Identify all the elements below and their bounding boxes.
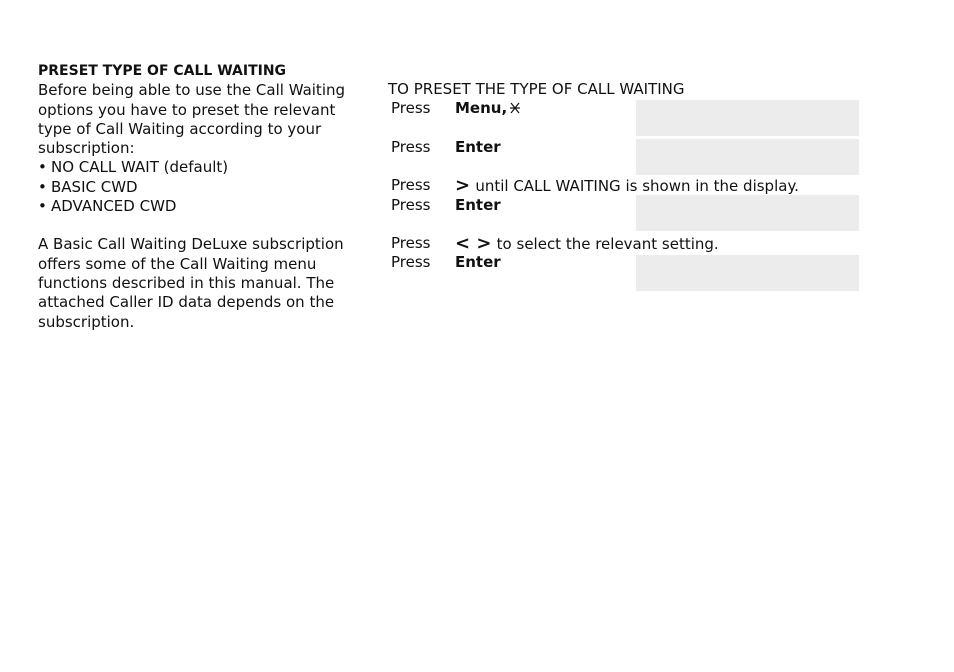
intro-line: type of Call Waiting according to your xyxy=(38,119,322,138)
display-line xyxy=(639,135,859,136)
display-screen-menu xyxy=(636,100,859,136)
option-item: • NO CALL WAIT (default) xyxy=(38,158,378,177)
step-key xyxy=(455,99,521,118)
left-right-arrow-keys-icon: < > xyxy=(455,233,492,254)
note-line: functions described in this manual. The xyxy=(38,273,335,292)
step-key xyxy=(455,253,501,272)
intro-column xyxy=(38,62,378,332)
intro-line: Before being able to use the Call Waiting xyxy=(38,81,346,100)
note-line: attached Caller ID data depends on the xyxy=(38,293,335,312)
step-label: Press xyxy=(391,99,431,117)
enter-key-label: Enter xyxy=(455,253,501,271)
enter-key-label: Enter xyxy=(455,138,501,156)
step-key xyxy=(455,234,719,254)
procedure-heading: TO PRESET THE TYPE OF CALL WAITING xyxy=(388,80,685,98)
step-instruction: to select the relevant setting. xyxy=(496,235,719,253)
display-line xyxy=(639,290,859,291)
paragraph-gap xyxy=(38,216,378,235)
star-key-icon xyxy=(509,100,521,112)
step-key xyxy=(455,176,799,196)
step-label: Press xyxy=(391,234,431,252)
display-screen-setup-menu xyxy=(636,139,859,175)
display-screen-call-waiting xyxy=(636,195,859,231)
step-label: Press xyxy=(391,138,431,156)
right-arrow-key-icon: > xyxy=(455,175,471,196)
intro-line: subscription: xyxy=(38,139,135,158)
enter-key-label: Enter xyxy=(455,196,501,214)
display-line xyxy=(639,230,859,231)
display-screen-stored xyxy=(636,255,859,291)
menu-key-label: Menu, xyxy=(455,99,508,117)
option-list xyxy=(38,158,378,216)
step-instruction: until CALL WAITING is shown in the display. xyxy=(475,177,799,195)
display-line xyxy=(639,174,859,175)
step-key xyxy=(455,196,501,215)
section-heading: PRESET TYPE OF CALL WAITING xyxy=(38,63,287,79)
note-line: offers some of the Call Waiting menu xyxy=(38,254,317,273)
option-item: • BASIC CWD xyxy=(38,178,378,197)
intro-line: options you have to preset the relevant xyxy=(38,100,336,119)
note-line: subscription. xyxy=(38,312,135,331)
step-label: Press xyxy=(391,176,431,194)
step-label: Press xyxy=(391,196,431,214)
option-item: • ADVANCED CWD xyxy=(38,197,378,216)
note-line: A Basic Call Waiting DeLuxe subscription xyxy=(38,235,344,254)
step-key xyxy=(455,138,501,157)
step-label: Press xyxy=(391,253,431,271)
